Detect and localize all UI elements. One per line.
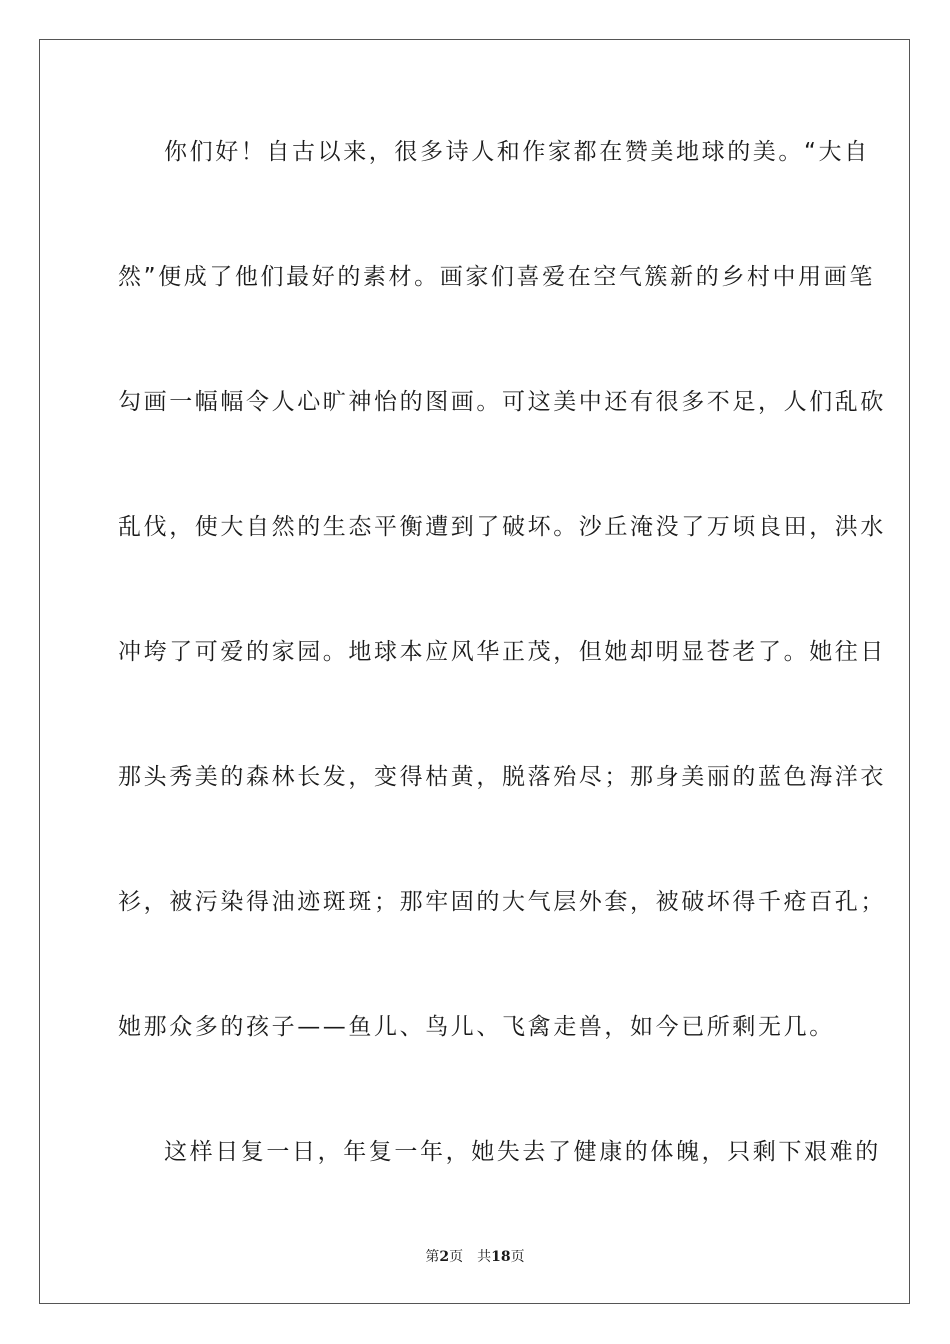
paragraph-line: 勾画一幅幅令人心旷神怡的图画。可这美中还有很多不足，人们乱砍 xyxy=(118,389,886,415)
page-suffix: 页 xyxy=(449,1249,464,1265)
total-prefix: 共 xyxy=(477,1249,492,1265)
paragraph-line: 你们好！自古以来，很多诗人和作家都在赞美地球的美。“大自 xyxy=(164,139,870,165)
paragraph-line: 那头秀美的森林长发，变得枯黄，脱落殆尽；那身美丽的蓝色海洋衣 xyxy=(118,764,886,790)
page-footer xyxy=(0,1248,950,1266)
page-prefix: 第 xyxy=(425,1249,440,1265)
page-number: 2 xyxy=(439,1249,450,1265)
page-border xyxy=(39,39,910,1304)
paragraph-line: 她那众多的孩子——鱼儿、鸟儿、飞禽走兽，如今已所剩无几。 xyxy=(118,1014,835,1040)
paragraph-line: 衫，被污染得油迹斑斑；那牢固的大气层外套，被破坏得千疮百孔； xyxy=(118,889,886,915)
total-pages: 18 xyxy=(491,1249,511,1265)
paragraph-line: 然”便成了他们最好的素材。画家们喜爱在空气簇新的乡村中用画笔 xyxy=(118,264,875,290)
total-suffix: 页 xyxy=(510,1249,525,1265)
paragraph-line: 乱伐，使大自然的生态平衡遭到了破坏。沙丘淹没了万顷良田，洪水 xyxy=(118,514,886,540)
paragraph-line: 这样日复一日，年复一年，她失去了健康的体魄，只剩下艰难的 xyxy=(164,1139,881,1165)
paragraph-line: 冲垮了可爱的家园。地球本应风华正茂，但她却明显苍老了。她往日 xyxy=(118,639,886,665)
